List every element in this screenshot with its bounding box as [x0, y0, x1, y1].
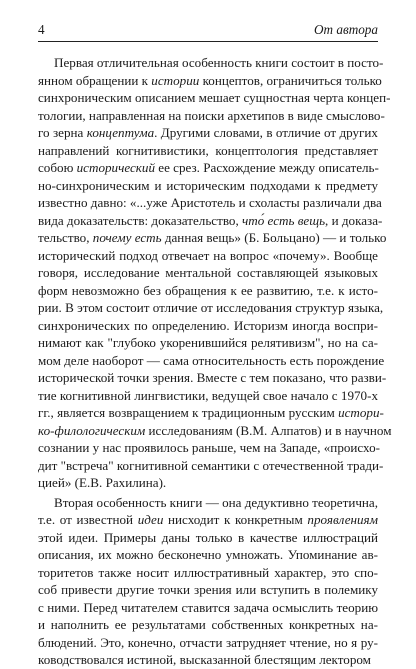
text-run: ее срез. Расхождение между описатель- [155, 160, 379, 175]
text-line [38, 317, 378, 335]
text-line [38, 457, 384, 475]
text-run: концептов, ограничиться только [199, 72, 382, 88]
text-run: синхронических по определению. Историзм иногда воспри- [38, 317, 378, 333]
text-line [38, 422, 392, 440]
page-number: 4 [38, 22, 45, 37]
text-line [38, 299, 384, 317]
text-line [38, 352, 385, 370]
text-run: тие когнитивной лингвистики, ведущей свое начало с 1970-х [38, 387, 378, 403]
text-run: но-синхроническим и историческим подходами к предмету [38, 177, 378, 193]
text-run: нимают как "глубоко укоренившийся релятивизм", но на са- [38, 335, 378, 350]
text-run: дит "встреча" когнитивной семантики с отечественной тради- [38, 457, 384, 473]
text-line [38, 124, 378, 142]
paragraph [38, 54, 392, 492]
emphasized-text: истори- [338, 405, 384, 420]
text-line [38, 89, 391, 107]
text-run: . Другими словами, в отличие от других [154, 125, 378, 140]
text-run: , и доказа- [325, 212, 383, 228]
text-run: го зерна [38, 125, 87, 140]
text-line [38, 159, 378, 177]
text-line [38, 194, 382, 212]
header-rule [38, 41, 378, 42]
text-run: мом деле наоборот — сама относительность есть порождение [38, 352, 385, 368]
emphasized-text: исторический [76, 160, 155, 175]
text-line [38, 439, 381, 457]
text-run: исследованиям (В.М. Алпатов) и в научном [145, 422, 392, 438]
text-run: торитетов также носит иллюстративный характер, это спо- [38, 564, 378, 580]
running-head [38, 22, 378, 42]
text-run: собою [38, 160, 77, 175]
text-line [38, 546, 378, 564]
text-line [38, 212, 383, 230]
text-run: тельство, [38, 230, 93, 245]
emphasized-text: что́ есть вещь [242, 212, 326, 228]
text-run: нисходит к конкретным [163, 512, 308, 527]
text-run: исторический подход отвечает на вопрос «почему». Вообще [38, 247, 378, 263]
paragraph [38, 494, 378, 669]
text-run: Первая отличительная особенность книги состоит в посто- [54, 55, 384, 70]
text-run: синхроническим описанием мешает сущностная черта концеп- [38, 90, 391, 105]
text-line [38, 264, 378, 282]
text-run: направлений когнитивистики, концептология представляет [38, 142, 378, 158]
text-line [38, 334, 378, 352]
text-run: блюдений. Это, конечно, отчасти затрудняет чтение, но я ру- [38, 634, 378, 650]
text-run: форм невозможно без обращения к ее развитию, т.е. к исто- [38, 282, 378, 298]
text-run: сознании у нас проявилось раньше, чем на Западе, «происхо- [38, 440, 381, 455]
text-run: и наполнить ее результатами собственных конкретных на- [38, 617, 378, 632]
text-line [38, 107, 385, 125]
text-line [38, 54, 384, 72]
emphasized-text: проявлениям [307, 512, 378, 527]
emphasized-text: идеи [137, 512, 164, 527]
text-run: рии. В этом состоит отличие от исследования структур языка, [38, 300, 384, 315]
text-line [38, 564, 378, 582]
text-line [38, 494, 378, 512]
emphasized-text: концептума [86, 125, 155, 140]
text-line [38, 616, 378, 634]
text-run: гг., является возвращением к традиционным русским [38, 405, 339, 420]
text-line [38, 581, 378, 599]
text-line [38, 474, 378, 492]
emphasized-text: почему есть [92, 230, 162, 245]
text-run: цией» (Е.В. Рахилина). [38, 475, 167, 490]
text-run: данная вещь» (Б. Больцано) — и только [161, 230, 387, 245]
text-line [38, 282, 378, 300]
text-run: с ними. Перед читателем ставится задача осмыслить теорию [38, 599, 378, 615]
emphasized-text: ко-филологическим [38, 422, 146, 438]
text-line [38, 247, 378, 265]
text-run: Вторая особенность книги — она дедуктивно теоретична, [54, 494, 378, 510]
text-run: соб привести другие точки зрения или вступить в полемику [38, 582, 378, 597]
section-title: От автора [314, 22, 378, 37]
emphasized-text: истории [151, 72, 200, 88]
text-run: этой идеи. Примеры даны только в качестве иллюстраций [38, 529, 378, 545]
text-line [38, 369, 387, 387]
text-line [38, 651, 378, 669]
text-line [38, 634, 378, 652]
text-run: ководствовался истиной, высказанной блестящим лектором [38, 652, 371, 667]
text-line [38, 142, 378, 160]
text-run: исторической точки зрения. Вместе с тем показано, что разви- [38, 370, 387, 385]
text-line [38, 177, 378, 195]
text-run: тологии, направленная на поиски архетипов в виде смыслово- [38, 107, 385, 123]
text-line [38, 72, 382, 90]
body-text [38, 54, 392, 669]
text-run: вида доказательств: доказательство, [38, 212, 243, 228]
text-run: говоря, исследование ментальной составляющей языковых [38, 265, 378, 280]
text-run: т.е. от известной [38, 512, 138, 527]
text-run: описания, их можно бесконечно умножать. Упоминание ав- [38, 547, 378, 562]
text-line [38, 387, 378, 405]
text-run: янном обращении к [38, 72, 152, 88]
text-line [38, 511, 378, 529]
text-run: известно давно: «...уже Аристотель и схоласты различали два [38, 195, 382, 210]
text-line [38, 229, 387, 247]
text-line [38, 599, 378, 617]
text-line [38, 404, 384, 422]
text-line [38, 529, 378, 547]
